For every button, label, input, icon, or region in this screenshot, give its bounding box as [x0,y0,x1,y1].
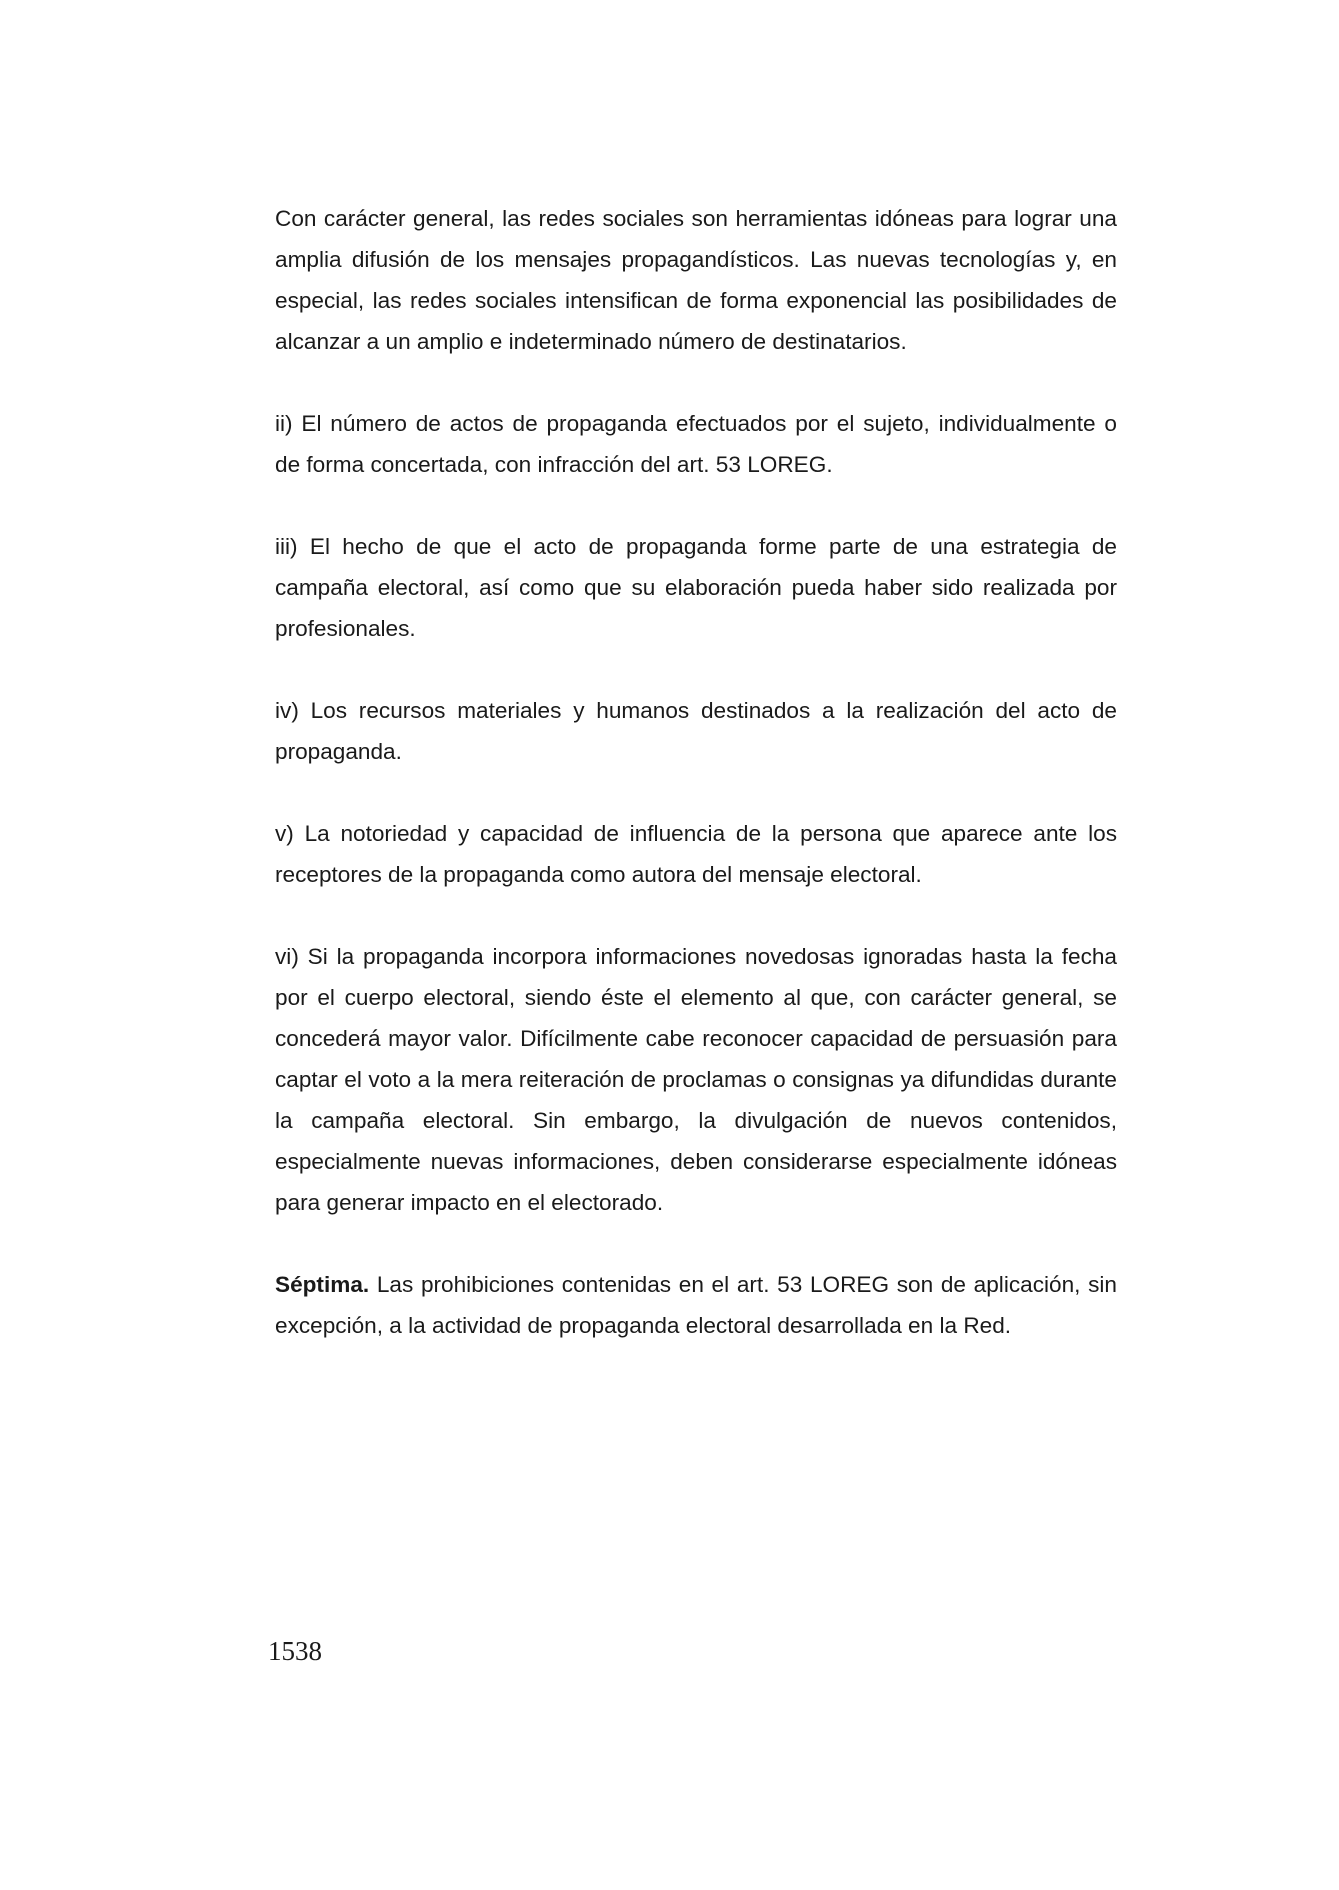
paragraph-text: v) La notoriedad y capacidad de influencia de la persona que aparece ante los receptores de la propaganda como autora del mensaje electoral. [275,821,1117,887]
paragraph-redes-sociales [275,198,1117,362]
paragraph-item-ii [275,403,1117,485]
paragraph-item-iv [275,690,1117,772]
paragraph-text: vi) Si la propaganda incorpora informaciones novedosas ignoradas hasta la fecha por el cuerpo electoral, siendo éste el elemento al que, con carácter general, se concederá mayor valor. Difícilmente cabe reconocer capacidad de persuasión para captar el voto a la mera reiteración de proclamas o consignas ya difundidas durante la campaña electoral. Sin embargo, la divulgación de nuevos contenidos, especialmente nuevas informaciones, deben considerarse especialmente idóneas para generar impacto en el electorado. [275,944,1117,1215]
paragraph-septima [275,1264,1117,1346]
paragraph-text: iii) El hecho de que el acto de propaganda forme parte de una estrategia de campaña electoral, así como que su elaboración pueda haber sido realizada por profesionales. [275,534,1117,641]
paragraph-bold-lead: Séptima. [275,1272,370,1297]
paragraph-text: Las prohibiciones contenidas en el art. 53 LOREG son de aplicación, sin excepción, a la actividad de propaganda electoral desarrollada en la Red. [275,1272,1117,1338]
page-number: 1538 [268,1636,322,1666]
paragraph-text: Con carácter general, las redes sociales son herramientas idóneas para lograr una amplia difusión de los mensajes propagandísticos. Las nuevas tecnologías y, en especial, las redes sociales intensifican de forma exponencial las posibilidades de alcanzar a un amplio e indeterminado número de destinatarios. [275,206,1117,354]
paragraph-item-vi [275,936,1117,1223]
document-body [275,198,1117,1346]
paragraph-text: ii) El número de actos de propaganda efectuados por el sujeto, individualmente o de forma concertada, con infracción del art. 53 LOREG. [275,411,1117,477]
paragraph-item-v [275,813,1117,895]
paragraph-item-iii [275,526,1117,649]
paragraph-text: iv) Los recursos materiales y humanos destinados a la realización del acto de propaganda. [275,698,1117,764]
